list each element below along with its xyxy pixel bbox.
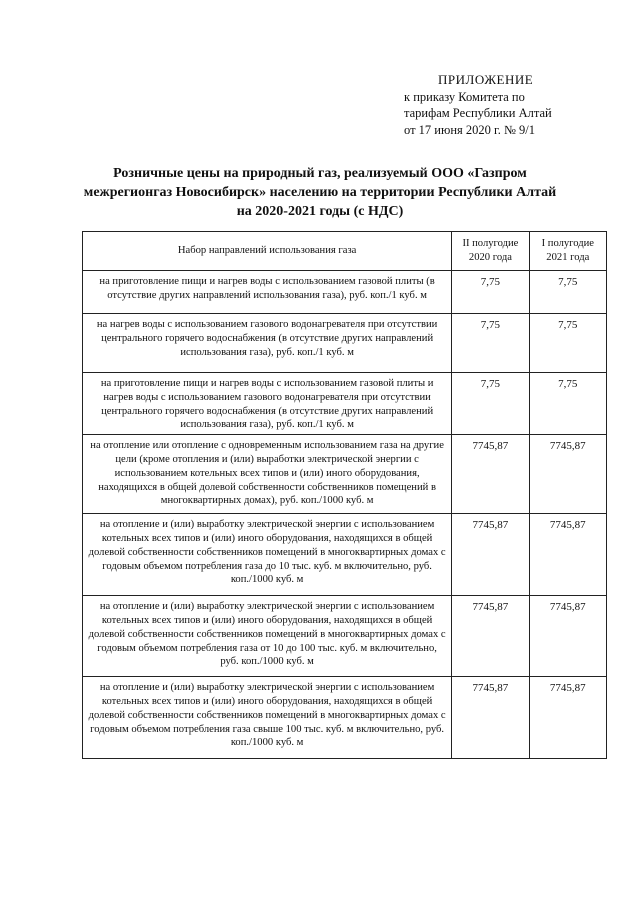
price-table: [82, 231, 607, 759]
row-price-h1-2021: 7745,87: [529, 596, 606, 677]
row-price-h2-2020: 7745,87: [452, 596, 529, 677]
table-row: [83, 314, 607, 373]
appendix-line: от 17 июня 2020 г. № 9/1: [404, 122, 536, 137]
row-price-h1-2021: 7,75: [529, 314, 606, 373]
table-header-row: [83, 232, 607, 271]
row-description: на отопление или отопление с одновременным использованием газа на другие цели (кроме отопления и (или) выработки электрической энергии с использованием котельных всех типов и (или) иного оборудования, находящихся в общей долевой собственности собственников помещений в многоквартирных домах), руб. коп./1000 куб. м: [83, 435, 452, 514]
row-price-h1-2021: 7,75: [529, 271, 606, 314]
table-row: [83, 373, 607, 435]
row-price-h2-2020: 7745,87: [452, 677, 529, 759]
table-row: [83, 435, 607, 514]
row-price-h2-2020: 7745,87: [452, 514, 529, 596]
row-description: на приготовление пищи и нагрев воды с использованием газовой плиты и нагрев воды с использованием газового водонагревателя при отсутствии центрального горячего водоснабжения (в отсутствие других направлений использования газа), руб. коп./1 куб. м: [83, 373, 452, 435]
table-row: [83, 596, 607, 677]
row-description: на отопление и (или) выработку электрической энергии с использованием котельных всех типов и (или) иного оборудования, находящихся в общей долевой собственности собственников помещений в многоквартирных домах с годовым объемом потребления газа свыше 100 тыс. куб. м включительно, руб. коп./1000 куб. м: [83, 677, 452, 759]
row-description: на отопление и (или) выработку электрической энергии с использованием котельных всех типов и (или) иного оборудования, находящихся в общей долевой собственности собственников помещений в многоквартирных домах с годовым объемом потребления газа до 10 тыс. куб. м включительно, руб. коп./1000 куб. м: [83, 514, 452, 596]
appendix-heading: ПРИЛОЖЕНИЕ: [438, 72, 534, 87]
table-row: [83, 514, 607, 596]
appendix-line: тарифам Республики Алтай: [404, 106, 552, 120]
row-description: на отопление и (или) выработку электрической энергии с использованием котельных всех типов и (или) иного оборудования, находящихся в общей долевой собственности собственников помещений в многоквартирных домах с годовым объемом потребления газа от 10 до 100 тыс. куб. м включительно, руб. коп./1000 куб. м: [83, 596, 452, 677]
row-price-h1-2021: 7745,87: [529, 514, 606, 596]
row-price-h2-2020: 7,75: [452, 373, 529, 435]
title-line: Розничные цены на природный газ, реализуемый ООО «Газпром: [113, 166, 527, 181]
title-line: межрегионгаз Новосибирск» населению на территории Республики Алтай: [83, 185, 557, 200]
table-row: [83, 677, 607, 759]
header-h1-2021: I полугодие 2021 года: [529, 232, 606, 271]
row-price-h2-2020: 7745,87: [452, 435, 529, 514]
row-price-h1-2021: 7,75: [529, 373, 606, 435]
row-price-h2-2020: 7,75: [452, 314, 529, 373]
header-h2-2020: II полугодие 2020 года: [452, 232, 529, 271]
row-description: на приготовление пищи и нагрев воды с использованием газовой плиты (в отсутствие других направлений использования газа), руб. коп./1 куб. м: [83, 271, 452, 314]
document-title: [60, 164, 580, 221]
row-price-h2-2020: 7,75: [452, 271, 529, 314]
row-price-h1-2021: 7745,87: [529, 677, 606, 759]
title-line: на 2020-2021 годы (с НДС): [236, 204, 404, 219]
appendix-block: [404, 72, 604, 138]
header-usage: Набор направлений использования газа: [83, 232, 452, 271]
row-price-h1-2021: 7745,87: [529, 435, 606, 514]
row-description: на нагрев воды с использованием газового водонагревателя при отсутствии центрального горячего водоснабжения (в отсутствие других направлений использования газа), руб. коп./1 куб. м: [83, 314, 452, 373]
appendix-line: к приказу Комитета по: [404, 89, 525, 104]
table-row: [83, 271, 607, 314]
